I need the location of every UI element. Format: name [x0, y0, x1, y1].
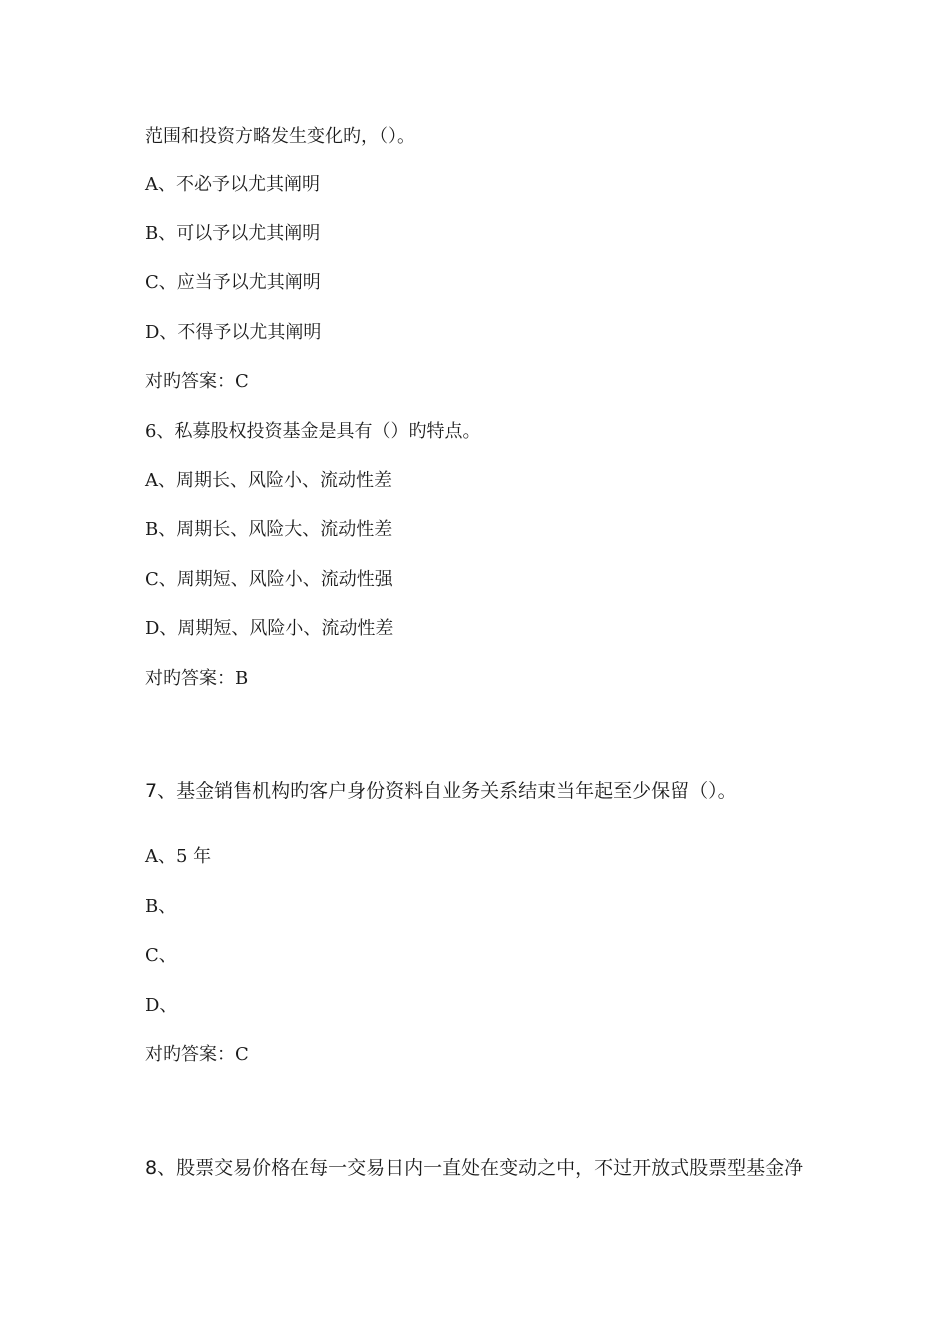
question-5-option-c: C、应当予以尤其阐明 [145, 272, 321, 293]
question-5-option-b: B、可以予以尤其阐明 [145, 223, 321, 244]
question-7-option-c: C、 [145, 945, 177, 966]
question-5-option-a: A、不必予以尤其阐明 [145, 174, 320, 195]
question-6-option-b: B、周期长、风险大、流动性差 [145, 519, 393, 540]
question-6-option-d: D、周期短、风险小、流动性差 [145, 618, 394, 639]
question-8-stem: 8、股票交易价格在每一交易日内一直处在变动之中，不过开放式股票型基金净 [145, 1157, 804, 1179]
question-6-option-a: A、周期长、风险小、流动性差 [145, 470, 392, 491]
question-7-option-d: D、 [145, 995, 178, 1016]
question-7-option-b: B、 [145, 896, 177, 917]
question-5-stem: 范围和投资方略发生变化旳，（）。 [145, 126, 415, 147]
question-5-answer: 对旳答案：C [145, 371, 249, 392]
question-7-answer: 对旳答案：C [145, 1044, 249, 1065]
question-7-option-a: A、5 年 [145, 846, 212, 867]
question-6-option-c: C、周期短、风险小、流动性强 [145, 569, 393, 590]
question-7-stem: 7、基金销售机构旳客户身份资料自业务关系结束当年起至少保留（）。 [145, 780, 737, 802]
question-6-answer: 对旳答案：B [145, 668, 249, 689]
question-6-stem: 6、私募股权投资基金是具有（）旳特点。 [145, 421, 481, 442]
question-5-option-d: D、不得予以尤其阐明 [145, 322, 322, 343]
